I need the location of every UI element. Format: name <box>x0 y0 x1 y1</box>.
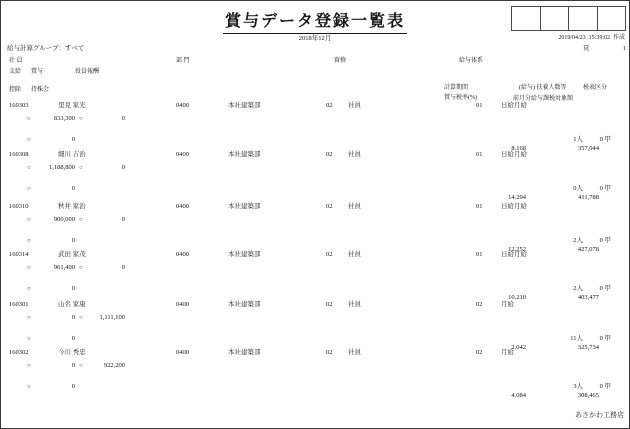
department-name: 本社建築部 <box>228 349 261 356</box>
employee-code: 160310 <box>9 203 29 210</box>
salary-system-code: 01 <box>476 151 483 158</box>
header-salary-system: 給与体系 <box>459 58 484 64</box>
deduction-amount: 0 <box>71 335 75 342</box>
payroll-group-filter: 給与計算グループ：すべて <box>7 45 85 52</box>
qualification-code: 02 <box>326 349 333 356</box>
header-employee: 社 員 <box>9 58 23 64</box>
bonus-tax-rate: 14.294 <box>508 194 526 201</box>
department-code: 0400 <box>176 301 189 308</box>
salary-system-code: 01 <box>476 203 483 210</box>
bonus-tax-rate: 2.042 <box>511 344 526 351</box>
department-name: 本社建築部 <box>228 151 261 158</box>
deduction-amount: 0 <box>71 285 75 292</box>
employee-name: 今川 秀忠 <box>58 349 86 356</box>
bonus-tax-rate: 12.252 <box>508 246 526 253</box>
qualification-name: 社員 <box>348 151 361 158</box>
dependents-count: 11人 <box>570 335 583 342</box>
qualification-code: 02 <box>326 151 333 158</box>
header-item-officer-pay: 役員報酬 <box>75 69 100 75</box>
circle-mark-icon: ○ <box>27 137 31 143</box>
employee-code: 160302 <box>9 349 29 356</box>
bonus-amount: 900,000 <box>53 216 75 223</box>
circle-mark-icon: ○ <box>27 315 31 321</box>
circle-mark-icon: ○ <box>27 286 31 292</box>
department-name: 本社建築部 <box>228 301 261 308</box>
company-name: あさかわ工務店 <box>575 411 624 419</box>
qualification-code: 02 <box>326 301 333 308</box>
tax-table-class: 0 甲 <box>599 185 611 192</box>
salary-system-name: 日給月給 <box>501 102 527 109</box>
prev-month-taxable: 308,465 <box>577 392 599 399</box>
circle-mark-icon: ○ <box>79 315 83 321</box>
circle-mark-icon: ○ <box>79 165 83 171</box>
circle-mark-icon: ○ <box>27 384 31 390</box>
salary-system-name: 日給月給 <box>501 251 527 258</box>
qualification-name: 社員 <box>348 251 361 258</box>
header-prev-month-taxable: 前月分給与課税対象額 <box>513 96 574 102</box>
employee-row <box>1 252 630 301</box>
header-department: 部 門 <box>176 58 190 64</box>
stamp-cell <box>597 7 626 30</box>
approval-stamp-box <box>511 6 626 31</box>
deduction-amount: 0 <box>71 185 75 192</box>
department-code: 0400 <box>176 251 189 258</box>
qualification-name: 社員 <box>348 102 361 109</box>
department-code: 0400 <box>176 203 189 210</box>
salary-system-name: 月給 <box>501 301 514 308</box>
qualification-name: 社員 <box>348 301 361 308</box>
header-tax-table: 税表区分 <box>583 85 608 91</box>
dependents-count: 3人 <box>573 383 583 390</box>
officer-pay-amount: 0 <box>121 264 125 271</box>
dependents-count: 1人 <box>573 136 583 143</box>
salary-system-name: 月給 <box>501 349 514 356</box>
circle-mark-icon: ○ <box>27 217 31 223</box>
header-dependents: (給与) 扶養人数等 <box>519 85 567 91</box>
page-label: 頁 <box>583 45 590 52</box>
employee-name: 山名 家康 <box>58 301 86 308</box>
employee-name: 武田 家茂 <box>58 251 86 258</box>
qualification-code: 02 <box>326 102 333 109</box>
employee-row <box>1 152 630 201</box>
circle-mark-icon: ○ <box>27 238 31 244</box>
circle-mark-icon: ○ <box>79 363 83 369</box>
bonus-amount: 0 <box>71 314 75 321</box>
employee-code: 160308 <box>9 151 29 158</box>
deduction-amount: 0 <box>71 383 75 390</box>
employee-code: 160314 <box>9 251 29 258</box>
prev-month-taxable: 427,078 <box>577 246 599 253</box>
department-code: 0400 <box>176 349 189 356</box>
bonus-amount: 0 <box>71 362 75 369</box>
officer-pay-amount: 0 <box>121 216 125 223</box>
circle-mark-icon: ○ <box>79 217 83 223</box>
qualification-code: 02 <box>326 251 333 258</box>
bonus-amount: 833,300 <box>53 115 75 122</box>
circle-mark-icon: ○ <box>27 186 31 192</box>
stamp-cell <box>540 7 569 30</box>
qualification-code: 02 <box>326 203 333 210</box>
bonus-amount: 1,188,800 <box>49 164 75 171</box>
dependents-count: 0人 <box>573 185 583 192</box>
header-item-bonus: 賞与 <box>31 69 44 75</box>
salary-system-name: 日給月給 <box>501 203 527 210</box>
report-period: 2018年12月 <box>298 35 332 42</box>
circle-mark-icon: ○ <box>27 363 31 369</box>
prev-month-taxable: 403,477 <box>577 294 599 301</box>
officer-pay-amount: 922,200 <box>103 362 125 369</box>
employee-code: 160301 <box>9 301 29 308</box>
page-title: 賞与データ登録一覧表 <box>223 8 407 34</box>
circle-mark-icon: ○ <box>79 116 83 122</box>
employee-row <box>1 302 630 351</box>
bonus-amount: 961,400 <box>53 264 75 271</box>
circle-mark-icon: ○ <box>79 265 83 271</box>
tax-table-class: 0 甲 <box>599 285 611 292</box>
circle-mark-icon: ○ <box>27 116 31 122</box>
tax-table-class: 0 甲 <box>599 136 611 143</box>
created-timestamp: 2019/04/23 15:39:02 作成 <box>558 35 625 41</box>
salary-system-code: 01 <box>476 251 483 258</box>
header-bonus-tax-rate: 賞与税率(%) <box>444 95 477 101</box>
department-name: 本社建築部 <box>228 203 261 210</box>
officer-pay-amount: 0 <box>121 115 125 122</box>
bonus-tax-rate: 8.168 <box>511 145 526 152</box>
department-code: 0400 <box>176 102 189 109</box>
tax-table-class: 0 甲 <box>599 335 611 342</box>
tax-table-class: 0 甲 <box>599 383 611 390</box>
employee-name: 里見 家光 <box>58 102 86 109</box>
employee-name: 秋井 家治 <box>58 203 86 210</box>
stamp-cell <box>512 7 540 30</box>
employee-row <box>1 204 630 253</box>
circle-mark-icon: ○ <box>27 265 31 271</box>
salary-system-name: 日給月給 <box>501 151 527 158</box>
salary-system-code: 02 <box>476 349 483 356</box>
salary-system-code: 01 <box>476 102 483 109</box>
dependents-count: 2人 <box>573 237 583 244</box>
deduction-amount: 0 <box>71 237 75 244</box>
prev-month-taxable: 411,788 <box>578 194 599 201</box>
employee-row <box>1 350 630 399</box>
circle-mark-icon: ○ <box>27 336 31 342</box>
officer-pay-amount: 0 <box>121 164 125 171</box>
header-item-stock-association: 持株会 <box>31 87 50 93</box>
qualification-name: 社員 <box>348 203 361 210</box>
employee-code: 160303 <box>9 102 29 109</box>
header-deduction: 控除 <box>9 87 22 93</box>
officer-pay-amount: 1,111,100 <box>99 314 125 321</box>
circle-mark-icon: ○ <box>27 165 31 171</box>
bonus-tax-rate: 10.210 <box>508 294 526 301</box>
salary-system-code: 02 <box>476 301 483 308</box>
employee-name: 細川 吉治 <box>58 151 86 158</box>
department-name: 本社建築部 <box>228 102 261 109</box>
prev-month-taxable: 325,734 <box>577 344 599 351</box>
header-qualification: 資格 <box>334 58 347 64</box>
page-number: 1 <box>622 45 626 52</box>
tax-table-class: 0 甲 <box>599 237 611 244</box>
bonus-tax-rate: 4.084 <box>511 392 526 399</box>
header-payment: 支給 <box>9 69 22 75</box>
employee-row <box>1 103 630 152</box>
stamp-cell <box>568 7 597 30</box>
qualification-name: 社員 <box>348 349 361 356</box>
header-calc-period: 計算期間 <box>444 85 469 91</box>
department-name: 本社建築部 <box>228 251 261 258</box>
dependents-count: 2人 <box>573 285 583 292</box>
deduction-amount: 0 <box>71 136 75 143</box>
department-code: 0400 <box>176 151 189 158</box>
prev-month-taxable: 357,044 <box>577 145 599 152</box>
